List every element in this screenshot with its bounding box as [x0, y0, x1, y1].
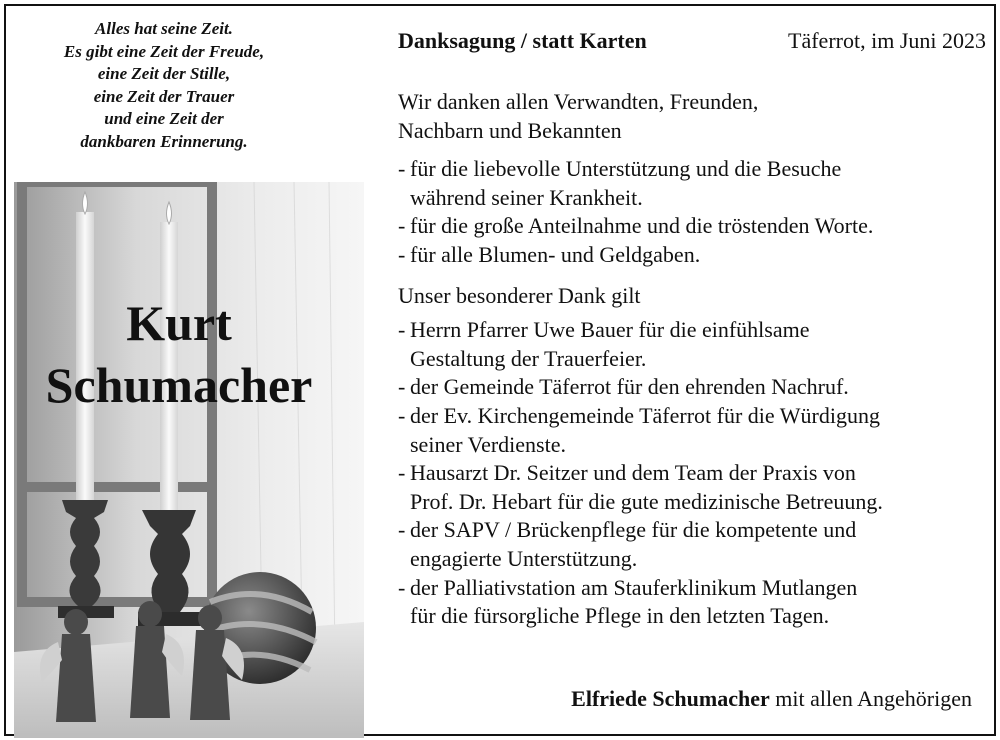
dash: - [398, 460, 406, 486]
list-item-line: Prof. Dr. Hebart für die gute medizinische Betreuung. [410, 488, 883, 514]
poem-line: Alles hat seine Zeit. [95, 19, 233, 38]
list-item-line: der Gemeinde Täferrot für den ehrenden Nachruf. [410, 374, 849, 400]
special-heading: Unser besonderer Dank gilt [398, 282, 641, 308]
dash: - [398, 213, 406, 239]
dash: - [398, 574, 406, 600]
dash: - [398, 517, 406, 543]
signature-suffix: mit allen Angehörigen [775, 686, 972, 711]
list-item-line: Hausarzt Dr. Seitzer und dem Team der Praxis von [410, 460, 856, 486]
list-item [398, 212, 986, 241]
list-item-line: für die fürsorgliche Pflege in den letzten Tagen. [410, 603, 830, 629]
list-item-line: Gestaltung der Trauerfeier. [410, 345, 647, 371]
list-item-line: für alle Blumen- und Geldgaben. [410, 241, 701, 267]
poem-line: eine Zeit der Trauer [93, 86, 235, 106]
poem-line: eine Zeit der Stille, [97, 64, 231, 83]
list-item-line: der Ev. Kirchengemeinde Täferrot für die Würdigung [410, 402, 880, 428]
intro-line: Nachbarn und Bekannten [398, 117, 622, 143]
deceased-last-name: Schumacher [45, 357, 313, 413]
dash: - [398, 374, 406, 400]
list-item [398, 373, 986, 402]
deceased-name [14, 292, 344, 416]
dash: - [398, 402, 406, 428]
intro-line: Wir danken allen Verwandten, Freunden, [398, 89, 759, 114]
right-column [398, 26, 986, 726]
list-item-line: für die große Anteilnahme und die tröstenden Worte. [410, 213, 874, 239]
deceased-first-name: Kurt [126, 295, 232, 351]
list-item-line: der SAPV / Brückenpflege für die kompetente und [410, 517, 857, 543]
list-item-line: engagierte Unterstützung. [410, 545, 638, 571]
header-title: Danksagung / statt Karten [398, 28, 647, 53]
list-item [398, 402, 986, 459]
list-item-line: seiner Verdienste. [410, 431, 566, 457]
poem-line: dankbaren Erinnerung. [80, 131, 248, 151]
candles-photo-icon [14, 182, 364, 738]
list-item [398, 459, 986, 516]
poem-line: Es gibt eine Zeit der Freude, [63, 41, 265, 61]
signature-name: Elfriede Schumacher [571, 686, 770, 711]
obituary-frame [4, 4, 996, 736]
list-item [398, 316, 986, 373]
dash: - [398, 156, 406, 182]
list-item [398, 241, 986, 270]
list-item-line: Herrn Pfarrer Uwe Bauer für die einfühlsame [410, 317, 810, 343]
list-item [398, 155, 986, 212]
thanks-list [398, 155, 986, 269]
signature [571, 686, 972, 712]
poem [14, 18, 314, 153]
list-item [398, 516, 986, 573]
poem-line: und eine Zeit der [104, 109, 224, 128]
dash: - [398, 241, 406, 267]
intro-text [398, 88, 986, 145]
special-list [398, 316, 986, 631]
header-place-date: Täferrot, im Juni 2023 [788, 28, 986, 53]
left-column [14, 14, 364, 732]
list-item-line: der Palliativstation am Stauferklinikum Mutlangen [410, 574, 858, 600]
candles-photo-svg [14, 182, 364, 738]
list-item-line: für die liebevolle Unterstützung und die Besuche [410, 156, 842, 182]
dash: - [398, 317, 406, 343]
list-item-line: während seiner Krankheit. [410, 184, 643, 210]
header [398, 26, 986, 58]
list-item [398, 574, 986, 631]
